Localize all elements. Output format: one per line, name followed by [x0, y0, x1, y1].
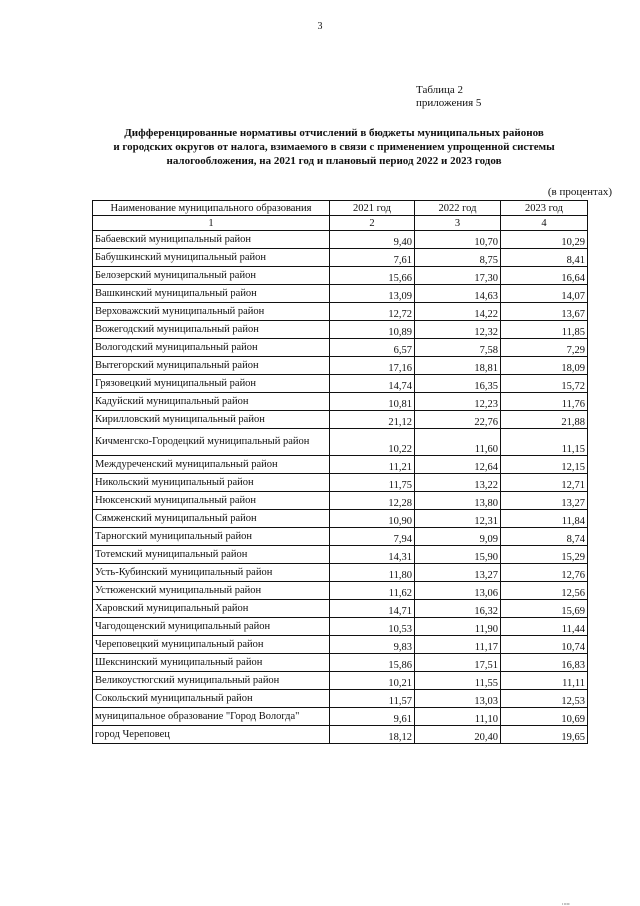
- value-2021: 14,74: [330, 375, 415, 393]
- value-2022: 18,81: [415, 357, 501, 375]
- value-2021: 9,40: [330, 231, 415, 249]
- value-2023: 13,67: [501, 303, 588, 321]
- municipality-name: Череповецкий муниципальный район: [93, 636, 330, 654]
- value-2021: 15,66: [330, 267, 415, 285]
- value-2023: 15,69: [501, 600, 588, 618]
- header-2021: 2021 год: [330, 201, 415, 216]
- title-line-3: налогообложения, на 2021 год и плановый период 2022 и 2023 годов: [166, 155, 502, 167]
- table-row: [93, 474, 588, 492]
- unit-note: (в процентах): [547, 186, 612, 198]
- table-row: [93, 267, 588, 285]
- municipality-name: Тарногский муниципальный район: [93, 528, 330, 546]
- municipality-name: Бабаевский муниципальный район: [93, 231, 330, 249]
- value-2021: 14,31: [330, 546, 415, 564]
- value-2021: 11,57: [330, 690, 415, 708]
- value-2022: 16,35: [415, 375, 501, 393]
- value-2022: 16,32: [415, 600, 501, 618]
- table-row: [93, 303, 588, 321]
- table-row: [93, 672, 588, 690]
- page-number: 3: [317, 21, 323, 32]
- value-2021: 11,80: [330, 564, 415, 582]
- value-2021: 9,83: [330, 636, 415, 654]
- value-2023: 15,72: [501, 375, 588, 393]
- value-2023: 12,56: [501, 582, 588, 600]
- value-2023: 11,76: [501, 393, 588, 411]
- table-row: [93, 411, 588, 429]
- municipality-name: Верховажский муниципальный район: [93, 303, 330, 321]
- caption-line-2: приложения 5: [416, 97, 482, 109]
- column-number: 2: [330, 216, 415, 231]
- municipality-name: Вологодский муниципальный район: [93, 339, 330, 357]
- column-number: 4: [501, 216, 588, 231]
- table-row: [93, 456, 588, 474]
- value-2022: 10,70: [415, 231, 501, 249]
- value-2022: 13,06: [415, 582, 501, 600]
- table-row: [93, 600, 588, 618]
- value-2021: 14,71: [330, 600, 415, 618]
- value-2021: 11,75: [330, 474, 415, 492]
- municipality-name: Устюженский муниципальный район: [93, 582, 330, 600]
- municipality-name: Великоустюгский муниципальный район: [93, 672, 330, 690]
- municipality-name: Кирилловский муниципальный район: [93, 411, 330, 429]
- value-2023: 12,71: [501, 474, 588, 492]
- municipality-name: Сямженский муниципальный район: [93, 510, 330, 528]
- value-2022: 14,22: [415, 303, 501, 321]
- value-2021: 10,81: [330, 393, 415, 411]
- value-2022: 7,58: [415, 339, 501, 357]
- table-row: [93, 564, 588, 582]
- value-2023: 12,15: [501, 456, 588, 474]
- value-2023: 13,27: [501, 492, 588, 510]
- value-2021: 12,72: [330, 303, 415, 321]
- column-number: 3: [415, 216, 501, 231]
- municipality-name: Тотемский муниципальный район: [93, 546, 330, 564]
- value-2022: 12,64: [415, 456, 501, 474]
- value-2021: 7,61: [330, 249, 415, 267]
- municipality-name: Кадуйский муниципальный район: [93, 393, 330, 411]
- value-2022: 12,32: [415, 321, 501, 339]
- header-2023: 2023 год: [501, 201, 588, 216]
- table-row: [93, 708, 588, 726]
- title-line-2: и городских округов от налога, взимаемого в связи с применением упрощенной системы: [113, 141, 555, 153]
- value-2022: 22,76: [415, 411, 501, 429]
- value-2022: 11,60: [415, 429, 501, 456]
- municipality-name: Вожегодский муниципальный район: [93, 321, 330, 339]
- value-2022: 12,31: [415, 510, 501, 528]
- municipality-name: муниципальное образование "Город Вологда": [93, 708, 330, 726]
- table-row: [93, 726, 588, 744]
- table-row: [93, 492, 588, 510]
- table-row: [93, 582, 588, 600]
- municipality-name: Грязовецкий муниципальный район: [93, 375, 330, 393]
- value-2022: 20,40: [415, 726, 501, 744]
- table-row: [93, 321, 588, 339]
- value-2021: 10,89: [330, 321, 415, 339]
- value-2021: 18,12: [330, 726, 415, 744]
- value-2022: 14,63: [415, 285, 501, 303]
- value-2021: 10,22: [330, 429, 415, 456]
- municipality-name: Шекснинский муниципальный район: [93, 654, 330, 672]
- value-2021: 11,62: [330, 582, 415, 600]
- municipality-name: Чагодощенский муниципальный район: [93, 618, 330, 636]
- municipality-name: Нюксенский муниципальный район: [93, 492, 330, 510]
- value-2023: 12,53: [501, 690, 588, 708]
- value-2021: 11,21: [330, 456, 415, 474]
- value-2023: 10,69: [501, 708, 588, 726]
- table-row: [93, 528, 588, 546]
- value-2021: 13,09: [330, 285, 415, 303]
- value-2023: 8,41: [501, 249, 588, 267]
- table-row: [93, 339, 588, 357]
- value-2021: 15,86: [330, 654, 415, 672]
- municipality-name: Междуреченский муниципальный район: [93, 456, 330, 474]
- document-title: [96, 126, 572, 168]
- value-2021: 6,57: [330, 339, 415, 357]
- municipality-name: Бабушкинский муниципальный район: [93, 249, 330, 267]
- value-2022: 11,10: [415, 708, 501, 726]
- value-2023: 21,88: [501, 411, 588, 429]
- caption-line-1: Таблица 2: [416, 84, 464, 96]
- table-row: [93, 636, 588, 654]
- municipality-name: Вашкинский муниципальный район: [93, 285, 330, 303]
- municipality-name: Сокольский муниципальный район: [93, 690, 330, 708]
- value-2023: 11,84: [501, 510, 588, 528]
- value-2021: 10,53: [330, 618, 415, 636]
- value-2021: 12,28: [330, 492, 415, 510]
- municipality-name: Белозерский муниципальный район: [93, 267, 330, 285]
- value-2022: 11,90: [415, 618, 501, 636]
- value-2023: 10,29: [501, 231, 588, 249]
- column-number: 1: [93, 216, 330, 231]
- table-row: [93, 429, 588, 456]
- value-2021: 10,90: [330, 510, 415, 528]
- table-row: [93, 690, 588, 708]
- header-name: Наименование муниципального образования: [93, 201, 330, 216]
- table-row: [93, 375, 588, 393]
- table-caption: [416, 84, 481, 110]
- value-2023: 14,07: [501, 285, 588, 303]
- municipality-name: Усть-Кубинский муниципальный район: [93, 564, 330, 582]
- norms-table: [92, 200, 588, 744]
- value-2023: 11,15: [501, 429, 588, 456]
- value-2022: 13,03: [415, 690, 501, 708]
- header-row: [93, 201, 588, 216]
- value-2022: 9,09: [415, 528, 501, 546]
- value-2022: 11,55: [415, 672, 501, 690]
- value-2023: 11,44: [501, 618, 588, 636]
- title-line-1: Дифференцированные нормативы отчислений в бюджеты муниципальных районов: [124, 127, 544, 139]
- table-row: [93, 357, 588, 375]
- municipality-name: Никольский муниципальный район: [93, 474, 330, 492]
- value-2023: 11,11: [501, 672, 588, 690]
- municipality-name: город Череповец: [93, 726, 330, 744]
- value-2023: 18,09: [501, 357, 588, 375]
- value-2022: 13,27: [415, 564, 501, 582]
- footer-mark: I II III: [562, 902, 570, 906]
- value-2023: 12,76: [501, 564, 588, 582]
- table-row: [93, 618, 588, 636]
- value-2021: 17,16: [330, 357, 415, 375]
- value-2022: 17,30: [415, 267, 501, 285]
- value-2022: 13,22: [415, 474, 501, 492]
- value-2022: 8,75: [415, 249, 501, 267]
- table-row: [93, 249, 588, 267]
- value-2023: 16,83: [501, 654, 588, 672]
- value-2021: 9,61: [330, 708, 415, 726]
- value-2022: 15,90: [415, 546, 501, 564]
- value-2022: 17,51: [415, 654, 501, 672]
- value-2023: 15,29: [501, 546, 588, 564]
- table-row: [93, 393, 588, 411]
- value-2023: 16,64: [501, 267, 588, 285]
- value-2022: 13,80: [415, 492, 501, 510]
- municipality-name: Кичменгско-Городецкий муниципальный район: [93, 429, 330, 456]
- municipality-name: Вытегорский муниципальный район: [93, 357, 330, 375]
- value-2023: 19,65: [501, 726, 588, 744]
- table-row: [93, 546, 588, 564]
- value-2023: 8,74: [501, 528, 588, 546]
- value-2021: 7,94: [330, 528, 415, 546]
- value-2022: 11,17: [415, 636, 501, 654]
- header-2022: 2022 год: [415, 201, 501, 216]
- value-2021: 21,12: [330, 411, 415, 429]
- value-2021: 10,21: [330, 672, 415, 690]
- municipality-name: Харовский муниципальный район: [93, 600, 330, 618]
- table-body: [93, 216, 588, 744]
- table-row: [93, 510, 588, 528]
- table-row: [93, 231, 588, 249]
- column-number-row: [93, 216, 588, 231]
- value-2022: 12,23: [415, 393, 501, 411]
- value-2023: 10,74: [501, 636, 588, 654]
- value-2023: 7,29: [501, 339, 588, 357]
- table-row: [93, 654, 588, 672]
- value-2023: 11,85: [501, 321, 588, 339]
- table-row: [93, 285, 588, 303]
